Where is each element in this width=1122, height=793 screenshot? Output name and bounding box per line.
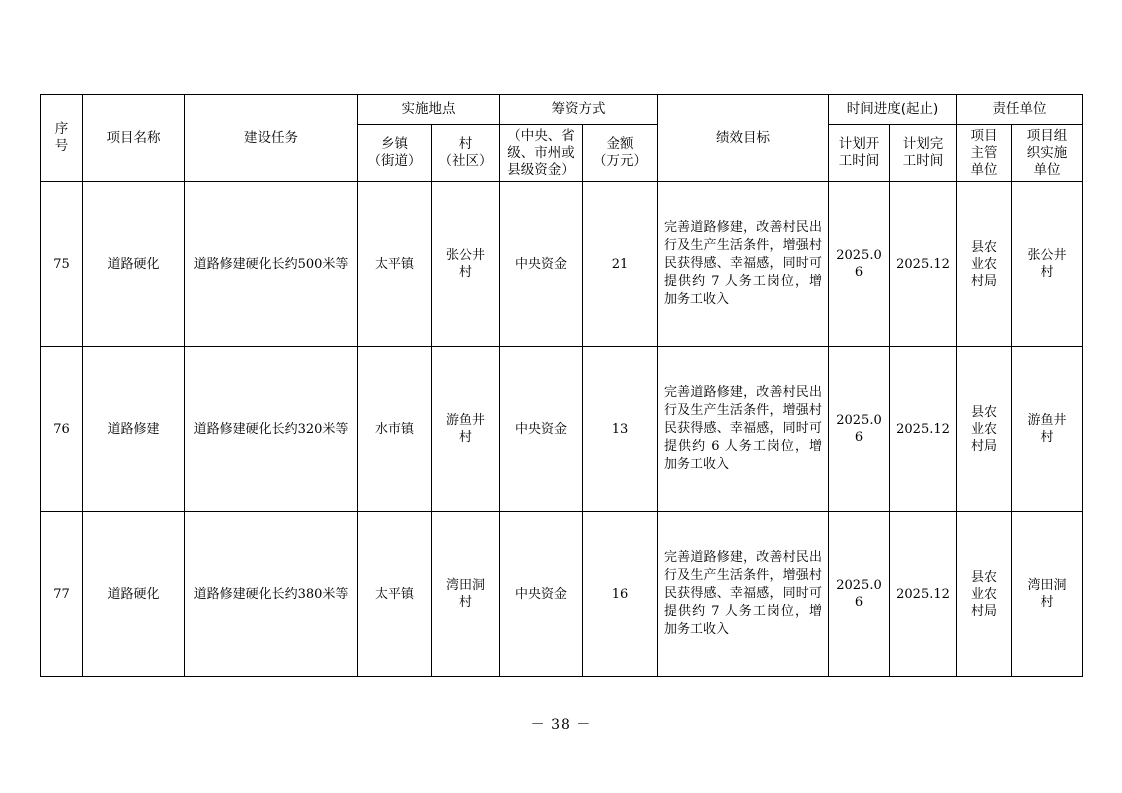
cell-task: 道路修建硬化长约320米等 <box>185 347 358 512</box>
cell-town: 太平镇 <box>358 182 432 347</box>
header-location-group: 实施地点 <box>358 95 500 125</box>
cell-project-name: 道路硬化 <box>83 512 185 677</box>
cell-supervisor: 县农业农村局 <box>957 347 1012 512</box>
cell-seq: 77 <box>41 512 83 677</box>
cell-town: 太平镇 <box>358 512 432 677</box>
cell-village: 游鱼井村 <box>432 347 500 512</box>
cell-village: 张公井村 <box>432 182 500 347</box>
cell-project-name: 道路硬化 <box>83 182 185 347</box>
header-amount: 金额 （万元） <box>583 125 658 182</box>
table-header <box>41 95 1083 182</box>
cell-supervisor: 县农业农村局 <box>957 512 1012 677</box>
cell-funding-source: 中央资金 <box>500 512 583 677</box>
cell-funding-source: 中央资金 <box>500 182 583 347</box>
header-funding-source: （中央、省级、市州或县级资金） <box>500 125 583 182</box>
cell-end: 2025.12 <box>890 182 957 347</box>
header-end: 计划完工时间 <box>890 125 957 182</box>
header-schedule-group: 时间进度(起止) <box>829 95 957 125</box>
header-supervisor: 项目主管单位 <box>957 125 1012 182</box>
cell-task: 道路修建硬化长约500米等 <box>185 182 358 347</box>
header-seq: 序号 <box>41 95 83 182</box>
cell-amount: 21 <box>583 182 658 347</box>
cell-organizer: 湾田洞村 <box>1012 512 1083 677</box>
table-row <box>41 182 1083 347</box>
project-table <box>40 94 1083 677</box>
cell-goal: 完善道路修建，改善村民出行及生产生活条件，增强村民获得感、幸福感，同时可提供约 7 人务工岗位，增加务工收入 <box>658 182 829 347</box>
cell-funding-source: 中央资金 <box>500 347 583 512</box>
cell-start: 2025.06 <box>829 347 890 512</box>
cell-end: 2025.12 <box>890 347 957 512</box>
cell-seq: 75 <box>41 182 83 347</box>
header-row-1 <box>41 95 1083 125</box>
header-start: 计划开工时间 <box>829 125 890 182</box>
cell-start: 2025.06 <box>829 182 890 347</box>
cell-amount: 16 <box>583 512 658 677</box>
header-project-name: 项目名称 <box>83 95 185 182</box>
cell-seq: 76 <box>41 347 83 512</box>
cell-project-name: 道路修建 <box>83 347 185 512</box>
header-organizer: 项目组织实施单位 <box>1012 125 1083 182</box>
header-task: 建设任务 <box>185 95 358 182</box>
cell-village: 湾田洞村 <box>432 512 500 677</box>
cell-amount: 13 <box>583 347 658 512</box>
header-responsibility-group: 责任单位 <box>957 95 1083 125</box>
table-row <box>41 512 1083 677</box>
cell-task: 道路修建硬化长约380米等 <box>185 512 358 677</box>
header-village: 村 （社区） <box>432 125 500 182</box>
table-row <box>41 347 1083 512</box>
cell-end: 2025.12 <box>890 512 957 677</box>
header-town: 乡镇 （街道） <box>358 125 432 182</box>
cell-goal: 完善道路修建，改善村民出行及生产生活条件，增强村民获得感、幸福感，同时可提供约 7 人务工岗位，增加务工收入 <box>658 512 829 677</box>
cell-start: 2025.06 <box>829 512 890 677</box>
header-goal: 绩效目标 <box>658 95 829 182</box>
page-number: － 38 － <box>530 717 592 733</box>
cell-organizer: 张公井村 <box>1012 182 1083 347</box>
cell-town: 水市镇 <box>358 347 432 512</box>
header-funding-group: 筹资方式 <box>500 95 658 125</box>
cell-supervisor: 县农业农村局 <box>957 182 1012 347</box>
project-table-container <box>40 94 1082 677</box>
cell-goal: 完善道路修建，改善村民出行及生产生活条件，增强村民获得感、幸福感，同时可提供约 6 人务工岗位，增加务工收入 <box>658 347 829 512</box>
table-body <box>41 182 1083 677</box>
cell-organizer: 游鱼井村 <box>1012 347 1083 512</box>
